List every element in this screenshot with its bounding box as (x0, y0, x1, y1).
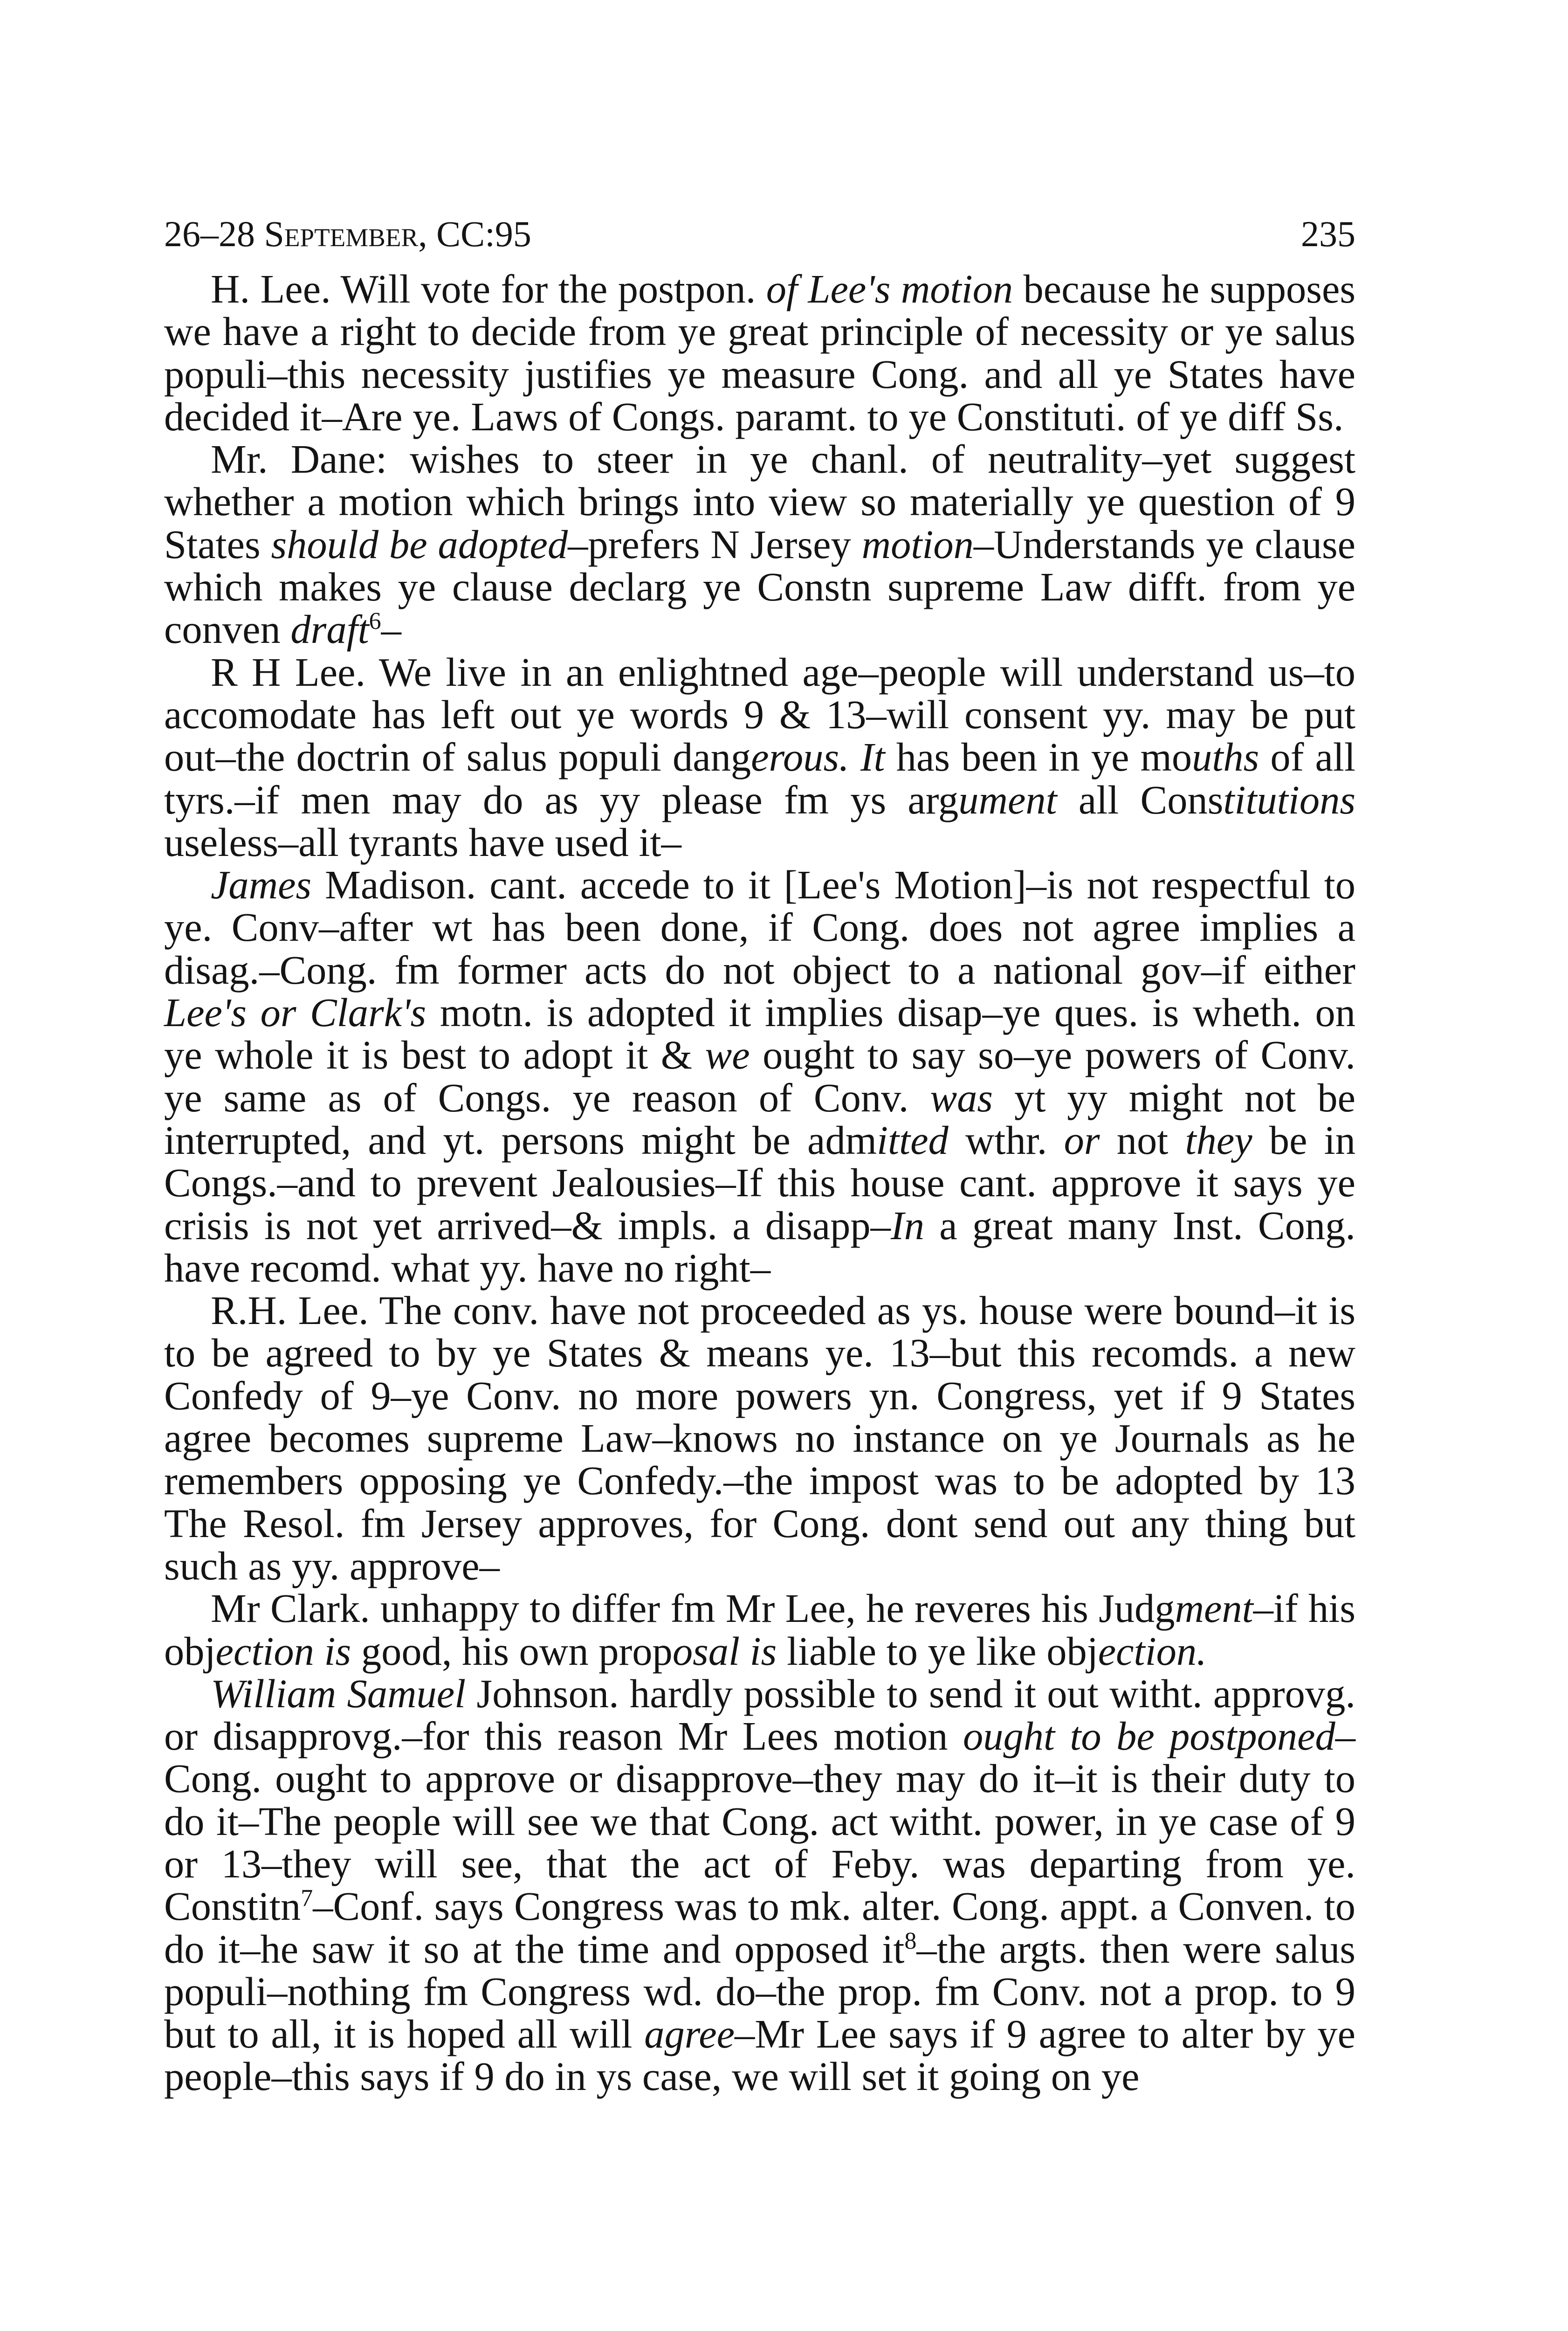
paragraph-text: of all tyrs.–if men may do as yy please fm ys arg (164, 735, 1355, 822)
paragraph-text: be in Congs.–and to prevent Jealousies–If this house cant. approve it says ye crisis is not yet arrived–& impls. a disapp– (164, 1117, 1355, 1248)
footnote-reference: 7 (301, 1885, 313, 1912)
paragraph-text: –Cong. ought to approve or disapprove–they may do it–it is their duty to do it–The people will see we that Cong. act witht. power, in ye case of 9 or 13–they will see, that the act of Feby. was departing from ye. Constitn (164, 1714, 1356, 1929)
italic-text: draft (290, 607, 369, 652)
body-text (164, 268, 1355, 2098)
footnote-reference: 8 (904, 1927, 917, 1954)
italic-text: osal is (672, 1628, 777, 1674)
italic-text: motion (861, 522, 974, 567)
paragraph (164, 438, 1355, 651)
italic-text: or (1064, 1117, 1100, 1163)
paragraph-text: because he supposes we have a right to decide from ye great principle of necessity or ye salus populi–this necessity justifies ye measure Cong. and all ye States have decided it–Are ye. Laws of Congs. paramt. to ye Constituti. of ye diff Ss. (164, 267, 1355, 439)
italic-text: uths (1192, 735, 1259, 780)
paragraph (164, 864, 1355, 1290)
italic-text: ment (1175, 1586, 1253, 1631)
paragraph (164, 651, 1355, 864)
paragraph (164, 268, 1355, 438)
italic-text: James (211, 862, 312, 908)
italic-text: of Lee's motion (766, 267, 1013, 311)
italic-text: erous. It (751, 735, 885, 780)
running-head-month: September (264, 214, 419, 254)
paragraph-text: R.H. Lee. The conv. have not proceeded as ys. house were bound–it is to be agreed to by ye States & means ye. 13–but this recomds. a new Confedy of 9–ye Conv. no more powers yn. Congress, yet if 9 States agree becomes supreme Law–knows no instance on ye Journals as he remembers opposing ye Confedy.–the impost was to be adopted by 13 The Resol. fm Jersey approves, for Cong. dont send out any thing but such as yy. approve– (164, 1288, 1355, 1588)
footnote-reference: 6 (369, 608, 381, 635)
paragraph-text: Madison. cant. accede to it [Lee's Motion]–is not respectful to ye. Conv–after wt has been done, if Cong. does not agree implies a disag.–Cong. fm former acts do not object to a national gov–if either (164, 862, 1355, 993)
running-head-title (164, 211, 531, 257)
paragraph-text: motn. is adopted it implies disap–ye ques. is wheth. on ye whole it is best to adopt it & (164, 990, 1355, 1078)
paragraph-text: H. Lee. Will vote for the postpon. (211, 267, 766, 311)
paragraph-text: –Understands ye clause which makes ye clause declarg ye Constn supreme Law difft. from ye conven (164, 522, 1355, 652)
page-number: 235 (1301, 214, 1355, 254)
paragraph-text: Mr. Dane: wishes to steer in ye chanl. of neutrality–yet suggest whether a motion which brings into view so materially ye question of 9 States (164, 437, 1355, 567)
paragraph-text: –the argts. then were salus populi–nothing fm Congress wd. do–the prop. fm Conv. not a prop. to 9 but to all, it is hoped all will (164, 1926, 1355, 2057)
paragraph-text: good, his own prop (351, 1628, 673, 1674)
italic-text: Lee's or Clark's (164, 990, 426, 1035)
italic-text: In (890, 1203, 924, 1248)
italic-text: should be adopted (271, 522, 568, 567)
italic-text: ection. (1098, 1628, 1207, 1674)
paragraph-text: Mr Clark. unhappy to differ fm Mr Lee, he reveres his Judg (211, 1586, 1175, 1631)
paragraph (164, 1587, 1355, 1673)
paragraph-text: –if his obj (164, 1586, 1355, 1674)
italic-text: they (1185, 1117, 1252, 1163)
running-head-date: 26–28 (164, 214, 264, 254)
paragraph-text: useless–all tyrants have used it– (164, 820, 681, 865)
paragraph-text: Johnson. hardly possible to send it out witht. approvg. or disapprovg.–for this reason Mr Lees motion (164, 1671, 1355, 1759)
italic-text: William Samuel (211, 1671, 466, 1716)
running-head (164, 211, 1355, 257)
paragraph-text: not (1100, 1117, 1185, 1163)
paragraph-text: – (381, 607, 401, 652)
paragraph-text: –prefers N Jersey (568, 522, 862, 567)
paragraph-text: wthr. (948, 1117, 1064, 1163)
italic-text: titutions (1223, 777, 1355, 822)
italic-text: ought to be postponed (963, 1714, 1335, 1759)
paragraph-text: R H Lee. We live in an enlightned age–people will understand us–to accomodate has left out ye words 9 & 13–will consent yy. may be put out–the doctrin of salus populi dang (164, 649, 1355, 780)
italic-text: we (705, 1033, 750, 1078)
paragraph (164, 1290, 1355, 1587)
paragraph-text: ought to say so–ye powers of Conv. ye same as of Congs. ye reason of Conv. (164, 1033, 1355, 1120)
italic-text: ection is (215, 1628, 351, 1674)
paragraph-text: all Cons (1057, 777, 1224, 822)
paragraph (164, 1673, 1355, 2098)
paragraph-text: a great many Inst. Cong. have recomd. what yy. have no right– (164, 1203, 1355, 1290)
paragraph-text: yt yy might not be interrupted, and yt. persons might be adm (164, 1075, 1355, 1163)
paragraph-text: –Conf. says Congress was to mk. alter. Cong. appt. a Conven. to do it–he saw it so at the time and opposed it (164, 1884, 1355, 1972)
paragraph-text: –Mr Lee says if 9 agree to alter by ye people–this says if 9 do in ys case, we will set it going on ye (164, 2012, 1355, 2099)
italic-text: agree (644, 2012, 735, 2057)
paragraph-text: has been in ye mo (885, 735, 1192, 780)
italic-text: ument (958, 777, 1057, 822)
running-head-doc-number: , CC:95 (418, 214, 531, 254)
paragraph-text: liable to ye like obj (777, 1628, 1098, 1674)
italic-text: was (930, 1075, 993, 1120)
italic-text: itted (876, 1117, 949, 1163)
